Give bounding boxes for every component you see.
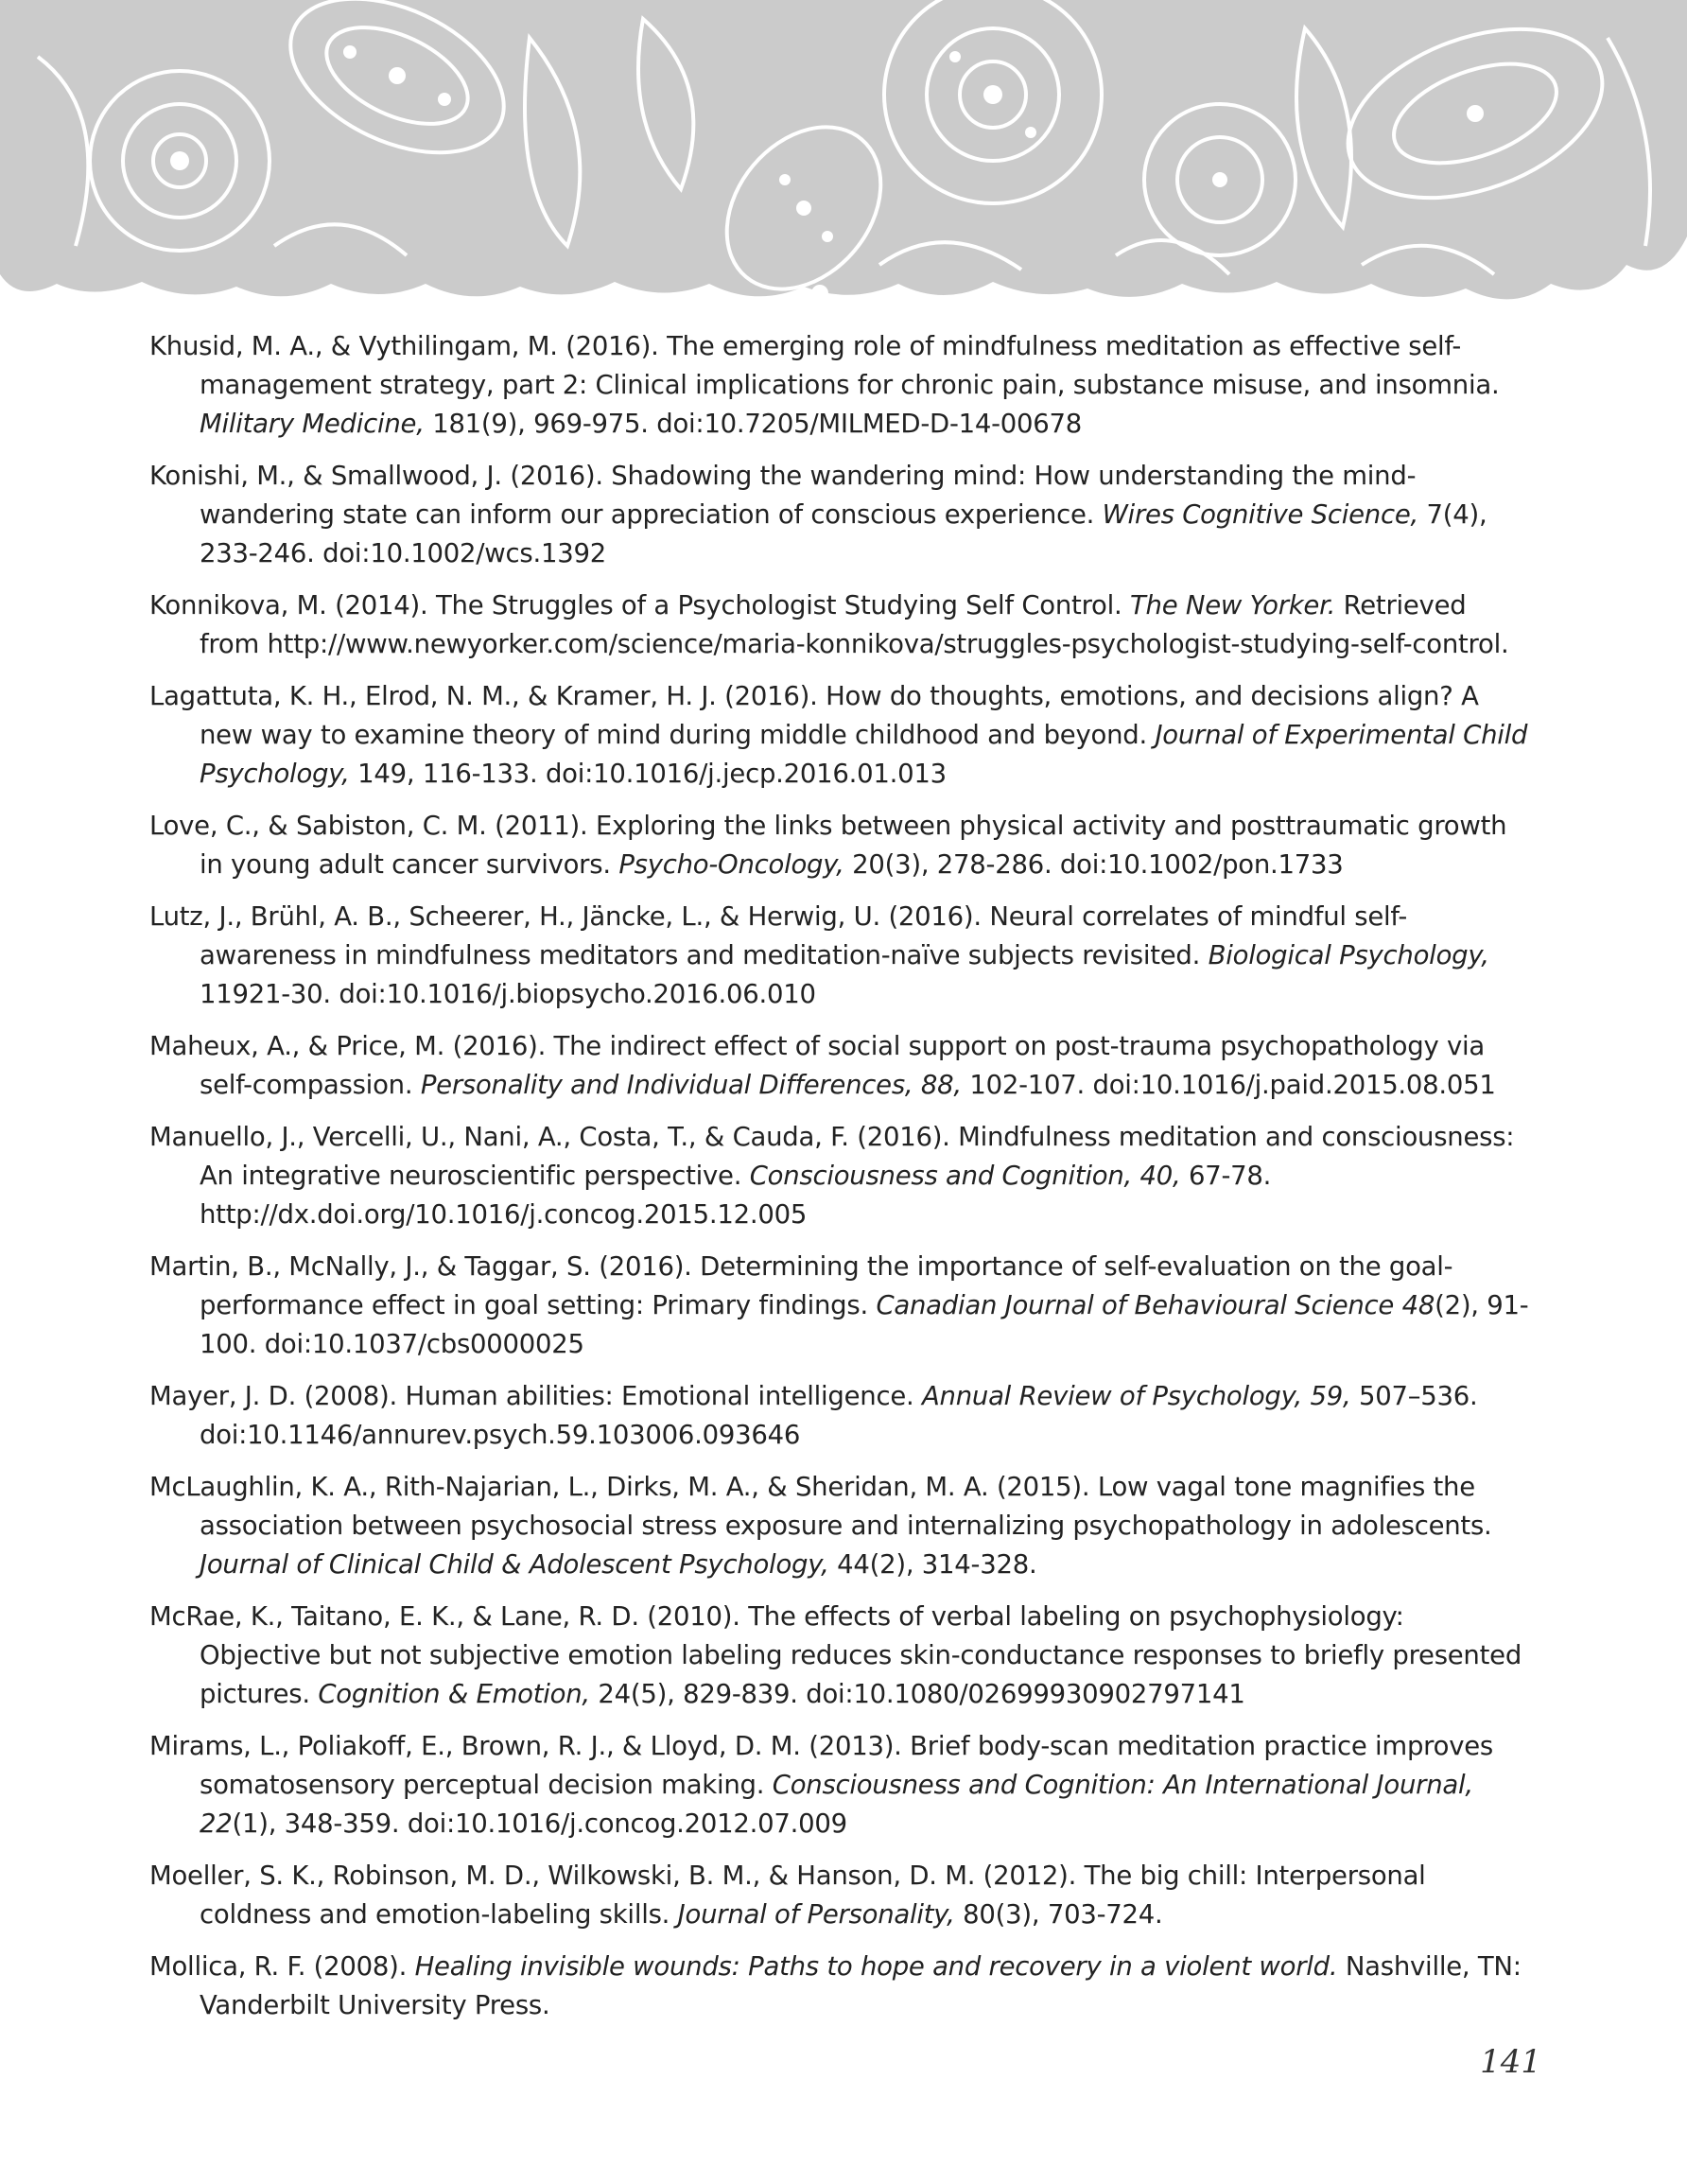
reference-text: Mirams, L., Poliakoff, E., Brown, R. J., & Lloyd, D. M. (2013). Brief body-scan meditation practice improves somatosensory perceptual decision making.: [149, 1731, 1493, 1800]
reference-list: [149, 327, 1530, 2038]
reference-text: 24(5), 829-839. doi:10.1080/02699930902797141: [589, 1679, 1245, 1709]
reference-entry: [149, 1027, 1530, 1105]
reference-source-title: Consciousness and Cognition: An International Journal, 22: [200, 1770, 1473, 1839]
reference-text: 20(3), 278-286. doi:10.1002/pon.1733: [844, 849, 1344, 880]
reference-entry: [149, 1468, 1530, 1584]
page-number: 141: [1480, 2043, 1541, 2081]
reference-text: Nashville, TN: Vanderbilt University Press.: [200, 1951, 1522, 2020]
reference-source-title: Consciousness and Cognition, 40,: [749, 1161, 1181, 1191]
reference-text: Love, C., & Sabiston, C. M. (2011). Exploring the links between physical activity and posttraumatic growth in young adult cancer survivors.: [149, 811, 1507, 880]
reference-text: Konnikova, M. (2014). The Struggles of a Psychologist Studying Self Control.: [149, 590, 1130, 620]
reference-source-title: Biological Psychology,: [1208, 940, 1489, 970]
reference-source-title: Journal of Clinical Child & Adolescent Psychology,: [200, 1549, 829, 1580]
reference-source-title: Healing invisible wounds: Paths to hope and recovery in a violent world.: [414, 1951, 1338, 1982]
reference-source-title: Wires Cognitive Science,: [1102, 499, 1418, 530]
reference-entry: [149, 1727, 1530, 1843]
reference-text: (1), 348-359. doi:10.1016/j.concog.2012.07.009: [232, 1808, 847, 1839]
reference-text: Martin, B., McNally, J., & Taggar, S. (2016). Determining the importance of self-evaluation on the goal-performance effect in goal setting: Primary findings.: [149, 1251, 1453, 1320]
reference-text: 7(4), 233-246. doi:10.1002/wcs.1392: [200, 499, 1487, 568]
reference-entry: [149, 807, 1530, 884]
reference-entry: [149, 1857, 1530, 1934]
reference-text: Khusid, M. A., & Vythilingam, M. (2016). The emerging role of mindfulness meditation as effective self-management strategy, part 2: Clinical implications for chronic pain, substance misuse, and insomnia.: [149, 331, 1500, 400]
decorative-floral-banner: [0, 0, 1687, 312]
reference-source-title: Journal of Experimental Child Psychology,: [200, 720, 1528, 789]
reference-text: (2), 91-100. doi:10.1037/cbs0000025: [200, 1290, 1529, 1359]
reference-text: Manuello, J., Vercelli, U., Nani, A., Costa, T., & Cauda, F. (2016). Mindfulness meditation and consciousness: An integrative neuroscientific perspective.: [149, 1122, 1515, 1191]
reference-entry: [149, 327, 1530, 444]
reference-entry: [149, 677, 1530, 794]
reference-text: 507–536. doi:10.1146/annurev.psych.59.103006.093646: [200, 1381, 1478, 1450]
reference-source-title: Psycho-Oncology,: [618, 849, 844, 880]
reference-entry: [149, 1377, 1530, 1455]
reference-text: Retrieved from http://www.newyorker.com/science/maria-konnikova/struggles-psychologist-studying-self-control.: [200, 590, 1509, 659]
reference-text: Konishi, M., & Smallwood, J. (2016). Shadowing the wandering mind: How understanding the mind-wandering state can inform our appreciation of conscious experience.: [149, 461, 1417, 530]
reference-source-title: Personality and Individual Differences, 88,: [420, 1070, 962, 1100]
reference-text: Maheux, A., & Price, M. (2016). The indirect effect of social support on post-trauma psychopathology via self-compassion.: [149, 1031, 1485, 1100]
reference-text: McRae, K., Taitano, E. K., & Lane, R. D. (2010). The effects of verbal labeling on psychophysiology: Objective but not subjective emotion labeling reduces skin-conductance responses to briefly presented pictures.: [149, 1601, 1522, 1709]
reference-text: Moeller, S. K., Robinson, M. D., Wilkowski, B. M., & Hanson, D. M. (2012). The big chill: Interpersonal coldness and emotion-labeling skills.: [149, 1861, 1426, 1930]
reference-text: McLaughlin, K. A., Rith-Najarian, L., Dirks, M. A., & Sheridan, M. A. (2015). Low vagal tone magnifies the association between psychosocial stress exposure and internalizing psychopathology in adolescents.: [149, 1472, 1492, 1541]
reference-entry: [149, 1248, 1530, 1364]
reference-source-title: Cognition & Emotion,: [318, 1679, 590, 1709]
reference-source-title: Journal of Personality,: [677, 1899, 955, 1930]
reference-entry: [149, 1118, 1530, 1234]
floral-pattern-graphic: [0, 0, 1687, 312]
reference-source-title: Annual Review of Psychology, 59,: [921, 1381, 1351, 1411]
reference-source-title: Canadian Journal of Behavioural Science 48: [876, 1290, 1435, 1320]
reference-text: Lagattuta, K. H., Elrod, N. M., & Kramer, H. J. (2016). How do thoughts, emotions, and decisions align? A new way to examine theory of mind during middle childhood and beyond.: [149, 681, 1479, 750]
reference-text: 44(2), 314-328.: [828, 1549, 1037, 1580]
reference-entry: [149, 1948, 1530, 2025]
reference-text: 11921-30. doi:10.1016/j.biopsycho.2016.06.010: [200, 979, 816, 1009]
reference-text: 149, 116-133. doi:10.1016/j.jecp.2016.01.013: [349, 759, 947, 789]
reference-text: 181(9), 969-975. doi:10.7205/MILMED-D-14-00678: [424, 409, 1083, 439]
reference-text: 80(3), 703-724.: [954, 1899, 1163, 1930]
reference-text: Mayer, J. D. (2008). Human abilities: Emotional intelligence.: [149, 1381, 922, 1411]
reference-text: Mollica, R. F. (2008).: [149, 1951, 415, 1982]
reference-entry: [149, 586, 1530, 664]
reference-source-title: Military Medicine,: [200, 409, 425, 439]
reference-entry: [149, 1598, 1530, 1714]
reference-entry: [149, 457, 1530, 573]
reference-text: 67-78. http://dx.doi.org/10.1016/j.concog.2015.12.005: [200, 1161, 1272, 1230]
reference-text: Lutz, J., Brühl, A. B., Scheerer, H., Jäncke, L., & Herwig, U. (2016). Neural correlates of mindful self-awareness in mindfulness meditators and meditation-naïve subjects revisited.: [149, 901, 1408, 970]
reference-text: 102-107. doi:10.1016/j.paid.2015.08.051: [961, 1070, 1496, 1100]
reference-source-title: The New Yorker.: [1129, 590, 1336, 620]
reference-entry: [149, 898, 1530, 1014]
